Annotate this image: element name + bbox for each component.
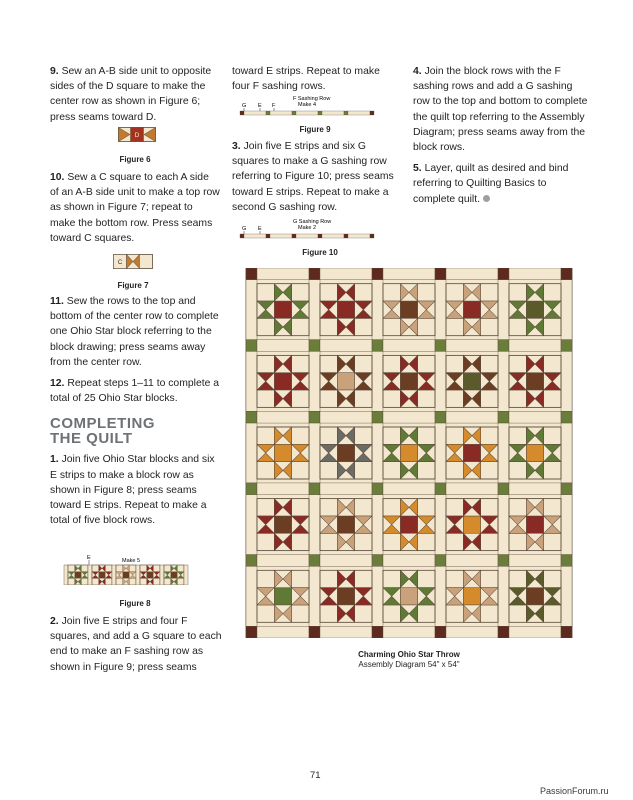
sashing-cornerstone [372, 340, 383, 352]
sashing-cornerstone [561, 555, 572, 567]
ohio-star-block [383, 499, 435, 551]
figure-9-diagram [238, 94, 388, 116]
figure-8-e-strip [112, 565, 116, 585]
sashing-cornerstone [498, 626, 509, 638]
e-strip [372, 566, 383, 626]
completing-step-4: 4. Join the block rows with the F sashing rows and add a G sashing row to the top and bottom to complete the quilt top referring to the Assembly Diagram; press seams away from the block rows. [413, 66, 588, 154]
sashing-square [292, 111, 296, 115]
sashing-strip [509, 626, 561, 638]
figure-9-make: Make 4 [298, 102, 317, 108]
sashing-strip [446, 268, 498, 280]
sashing-cornerstone [309, 483, 320, 495]
ohio-star-block [257, 499, 309, 551]
sashing-strip [257, 555, 309, 567]
sashing-cornerstone [309, 555, 320, 567]
e-strip [498, 280, 509, 340]
ohio-star-block [320, 570, 372, 622]
sashing-cornerstone [435, 555, 446, 567]
figure-9-g-label: G [242, 103, 247, 109]
e-strip [309, 566, 320, 626]
sashing-strip [257, 340, 309, 352]
sashing-strip [320, 268, 372, 280]
sashing-strip [446, 626, 498, 638]
sashing-cornerstone [309, 340, 320, 352]
figure-10-sashing-row [240, 234, 374, 238]
page-number: 71 [310, 770, 321, 781]
sashing-strip [509, 340, 561, 352]
e-strip [498, 351, 509, 411]
sashing-square [266, 111, 270, 115]
sashing-strip [296, 111, 318, 115]
ohio-star-block [383, 570, 435, 622]
sashing-square [292, 234, 296, 238]
figure-8-e-strip [160, 565, 164, 585]
figure-6-d-label: D [134, 132, 140, 139]
e-strip [435, 351, 446, 411]
sashing-cornerstone [309, 268, 320, 280]
e-strip [246, 495, 257, 555]
sashing-square [240, 111, 244, 115]
sashing-cornerstone [498, 268, 509, 280]
sashing-strip [446, 555, 498, 567]
ohio-star-block [320, 284, 372, 336]
ohio-star-block [446, 427, 498, 479]
e-strip [246, 423, 257, 483]
figure-10-e-label: E [258, 226, 262, 232]
sashing-strip [446, 411, 498, 423]
sashing-cornerstone [372, 483, 383, 495]
figure-8-e-label: E [87, 555, 91, 561]
sashing-strip [383, 411, 435, 423]
e-strip [309, 423, 320, 483]
figure-8-e-strip [64, 565, 68, 585]
sashing-cornerstone [372, 411, 383, 423]
ohio-star-block [320, 499, 372, 551]
figure-6-caption: Figure 6 [119, 155, 151, 164]
step-11: 11. Sew the rows to the top and bottom of the center row to complete one Ohio Star block referring to the block drawing; press seams away from the center row. [50, 296, 219, 368]
ohio-star-block [383, 427, 435, 479]
assembly-diagram [233, 268, 585, 638]
step-9: 9. Sew an A-B side unit to opposite sides of the D square to make the center row as shown in Figure 6; press seams toward D. [50, 66, 212, 123]
e-strip [309, 280, 320, 340]
ohio-star-block [320, 427, 372, 479]
e-strip [561, 280, 572, 340]
figure-8-caption: Figure 8 [119, 599, 151, 608]
e-strip [435, 566, 446, 626]
completing-step-5: 5. Layer, quilt as desired and bind referring to Quilting Basics to complete quilt. [413, 163, 569, 205]
sashing-strip [257, 268, 309, 280]
sashing-strip [383, 483, 435, 495]
ohio-star-block [257, 570, 309, 622]
sashing-cornerstone [498, 555, 509, 567]
sashing-strip [320, 411, 372, 423]
ohio-star-block [257, 355, 309, 407]
figure-6-diagram [118, 127, 156, 142]
figure-8-block [92, 565, 112, 585]
sashing-strip [257, 483, 309, 495]
sashing-cornerstone [246, 411, 257, 423]
ohio-star-block [446, 570, 498, 622]
ohio-star-block [383, 284, 435, 336]
e-strip [435, 423, 446, 483]
figure-8-make-label: Make 5 [122, 558, 141, 564]
sashing-strip [509, 483, 561, 495]
ohio-star-block [383, 355, 435, 407]
sashing-strip [509, 411, 561, 423]
sashing-strip [320, 555, 372, 567]
sashing-cornerstone [372, 626, 383, 638]
figure-8-e-strip [184, 565, 188, 585]
sashing-cornerstone [561, 411, 572, 423]
e-strip [561, 351, 572, 411]
ohio-star-block [509, 499, 561, 551]
e-strip [246, 566, 257, 626]
e-strip [435, 280, 446, 340]
figure-10-title: G Sashing Row [293, 219, 332, 225]
sashing-cornerstone [435, 626, 446, 638]
sashing-strip [348, 111, 370, 115]
ohio-star-block [257, 427, 309, 479]
figure-7-caption: Figure 7 [117, 281, 149, 290]
ohio-star-block [446, 284, 498, 336]
sashing-cornerstone [561, 268, 572, 280]
figure-8-e-strip [88, 565, 92, 585]
sashing-square [370, 111, 374, 115]
ohio-star-block [509, 570, 561, 622]
sashing-strip [270, 234, 292, 238]
completing-step-2: 2. Join five E strips and four F squares, and add a G square to each end to make an F sashing row as shown in Figure 9; press seams [50, 616, 222, 673]
sashing-strip [257, 411, 309, 423]
ohio-star-block [509, 427, 561, 479]
sashing-cornerstone [246, 483, 257, 495]
assembly-subtitle: Assembly Diagram 54" x 54" [358, 660, 460, 669]
sashing-cornerstone [372, 268, 383, 280]
sashing-square [344, 111, 348, 115]
sashing-cornerstone [246, 626, 257, 638]
ohio-star-block [509, 355, 561, 407]
figure-8-block [68, 565, 88, 585]
figure-7-c-label: C [117, 260, 123, 266]
sashing-cornerstone [561, 626, 572, 638]
ohio-star-block [446, 499, 498, 551]
figure-9-title: F Sashing Row [293, 96, 331, 102]
e-strip [372, 423, 383, 483]
e-strip [498, 495, 509, 555]
sashing-strip [509, 555, 561, 567]
figure-9-e-label: E [258, 103, 262, 109]
sashing-strip [320, 483, 372, 495]
sashing-strip [322, 234, 344, 238]
figure-9-caption: Figure 9 [299, 125, 331, 134]
sashing-cornerstone [498, 340, 509, 352]
figure-8-block [140, 565, 160, 585]
sashing-cornerstone [372, 555, 383, 567]
e-strip [561, 423, 572, 483]
sashing-square [318, 111, 322, 115]
figure-8-e-strip [136, 565, 140, 585]
e-strip [372, 495, 383, 555]
ohio-star-block [320, 355, 372, 407]
figure-9-f-label: F [272, 103, 276, 109]
figure-10-diagram [238, 216, 388, 240]
section-heading: COMPLETING THE QUILT [50, 415, 155, 448]
sashing-strip [322, 111, 344, 115]
sashing-cornerstone [498, 411, 509, 423]
sashing-square [266, 234, 270, 238]
sashing-cornerstone [246, 555, 257, 567]
completing-step-1: 1. Join five Ohio Star blocks and six E strips to make a block row as shown in Figure 8; press seams toward E strips. Repeat to make a total of five block rows. [50, 454, 215, 527]
sashing-strip [446, 340, 498, 352]
sashing-strip [296, 234, 318, 238]
left-column-lower [50, 294, 220, 534]
e-strip [561, 566, 572, 626]
e-strip [498, 423, 509, 483]
left-column [50, 64, 218, 131]
sashing-cornerstone [435, 340, 446, 352]
sashing-strip [383, 268, 435, 280]
step-12: 12. Repeat steps 1–11 to complete a total of 25 Ohio Star blocks. [50, 378, 220, 405]
right-column [413, 64, 591, 213]
sashing-strip [383, 555, 435, 567]
sashing-square [318, 234, 322, 238]
figure-8-block [164, 565, 184, 585]
sashing-cornerstone [435, 483, 446, 495]
sashing-strip [244, 234, 266, 238]
figure-7-diagram [113, 254, 153, 269]
sashing-strip [320, 340, 372, 352]
sashing-strip [446, 483, 498, 495]
e-strip [372, 280, 383, 340]
e-strip [372, 351, 383, 411]
e-strip [498, 566, 509, 626]
sashing-strip [270, 111, 292, 115]
sashing-strip [320, 626, 372, 638]
assembly-caption [300, 650, 518, 670]
sashing-square [344, 234, 348, 238]
figure-9-sashing-row [240, 111, 374, 115]
figure-10-caption: Figure 10 [302, 248, 338, 257]
sashing-cornerstone [309, 411, 320, 423]
e-strip [246, 280, 257, 340]
e-strip [246, 351, 257, 411]
figure-10-g-label: G [242, 226, 247, 232]
figure-8-block [116, 565, 136, 585]
sashing-cornerstone [435, 268, 446, 280]
figure-8-block-row [64, 565, 188, 585]
sashing-strip [509, 268, 561, 280]
e-strip [561, 495, 572, 555]
ohio-star-block [446, 355, 498, 407]
figure-8-diagram [62, 553, 212, 585]
watermark: PassionForum.ru [540, 786, 609, 796]
middle-column-step3 [232, 139, 398, 221]
sashing-cornerstone [309, 626, 320, 638]
ohio-star-block [257, 284, 309, 336]
left-column-step2 [50, 614, 222, 681]
completing-step-3: 3. Join five E strips and six G squares to make a G sashing row referring to Figure 10; press seams toward E strips. Repeat to make a second G sashing row. [232, 141, 394, 213]
e-strip [435, 495, 446, 555]
sashing-cornerstone [561, 483, 572, 495]
sashing-cornerstone [435, 411, 446, 423]
sashing-cornerstone [246, 340, 257, 352]
sashing-strip [348, 234, 370, 238]
sashing-strip [383, 340, 435, 352]
sashing-square [370, 234, 374, 238]
figure-10-make: Make 2 [298, 225, 317, 231]
sashing-cornerstone [498, 483, 509, 495]
e-strip [309, 351, 320, 411]
sashing-strip [244, 111, 266, 115]
end-of-article-icon [483, 195, 490, 202]
e-strip [309, 495, 320, 555]
sashing-cornerstone [561, 340, 572, 352]
step-10: 10. Sew a C square to each A side of an A-B side unit to make a top row as shown in Figure 7; repeat to make the bottom row. Press seams toward C squares. [50, 172, 220, 244]
sashing-strip [383, 626, 435, 638]
step-2-continued: toward E strips. Repeat to make four F sashing rows. [232, 66, 380, 93]
sashing-strip [257, 626, 309, 638]
assembly-title: Charming Ohio Star Throw [358, 650, 460, 659]
sashing-cornerstone [246, 268, 257, 280]
sashing-square [240, 234, 244, 238]
left-column-step10 [50, 170, 220, 252]
ohio-star-block [509, 284, 561, 336]
